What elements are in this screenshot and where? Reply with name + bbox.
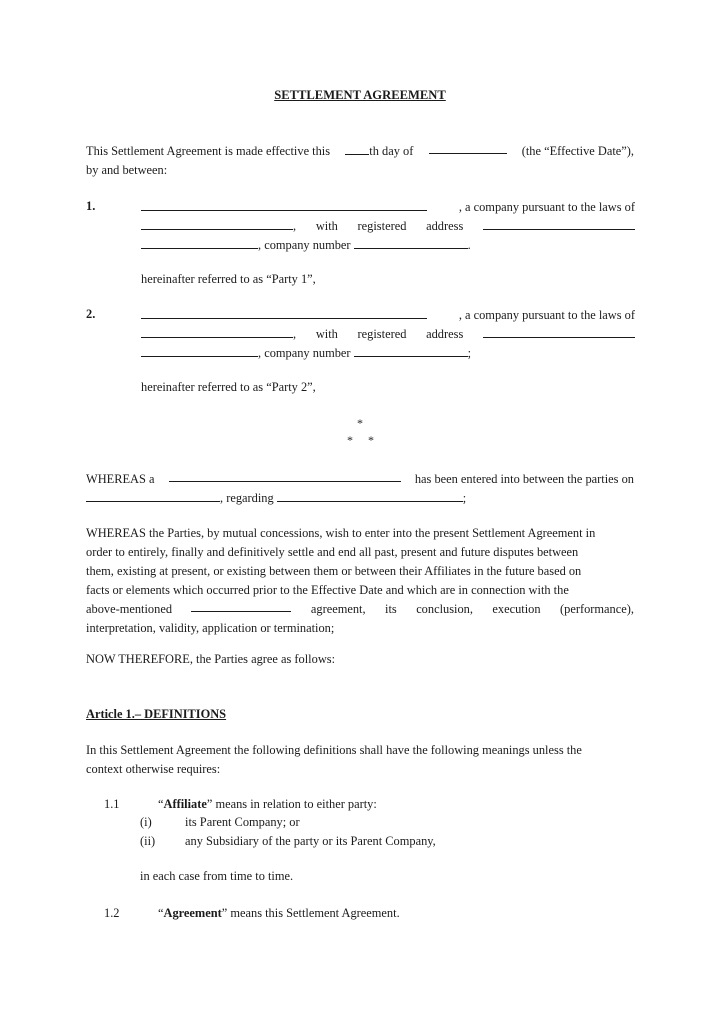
separator-star: * (368, 433, 374, 447)
party-2-line-1 (141, 307, 635, 323)
mentioned-agreement-blank (191, 600, 291, 612)
now-therefore-text: NOW THEREFORE, the Parties agree as follows: (86, 652, 336, 666)
party-2-address-blank-2 (141, 345, 258, 357)
party-1-name-blank (141, 199, 427, 211)
agreement-date-blank (86, 490, 220, 502)
party-2-country-blank (141, 326, 293, 338)
term-agreement: Agreement (163, 906, 222, 920)
definition-1-2-number: 1.2 (104, 906, 120, 920)
party-1-laws-text: , a company pursuant to the laws of (458, 200, 635, 214)
party-2-name-blank (141, 307, 427, 319)
document-title: SETTLEMENT AGREEMENT (274, 88, 446, 102)
party-2-line-2: , with registered address (141, 326, 635, 342)
definition-1-1-text: “Affiliate” means in relation to either party: (158, 797, 377, 811)
party-1-line-3: , company number . (141, 237, 471, 253)
definition-1-2-text: “Agreement” means this Settlement Agreement. (158, 906, 400, 920)
whereas-2-paragraph: WHEREAS the Parties, by mutual concessions, wish to enter into the present Settlement Agreement in order to entirely, finally and definitively settle and end all past, present and future disputes between them, existing at present, or existing between them or between their Affiliates in the future based on facts or elements which occurred prior to the Effective Date and which are in connection with the above-mentioned agreement, its conclusion, execution (performance), interpretation, validity, application or termination; (86, 526, 634, 635)
intro-text-c: (the “Effective Date”), (521, 144, 634, 158)
party-2-referred: hereinafter referred to as “Party 2”, (141, 380, 316, 394)
party-1-country-blank (141, 218, 293, 230)
party-2-number: 2. (86, 307, 96, 321)
day-blank (345, 143, 369, 155)
article-1-intro: In this Settlement Agreement the following definitions shall have the following meanings unless the context otherwise requires: (86, 743, 582, 776)
party-1-line-1 (141, 199, 635, 215)
article-1-heading: Article 1.– DEFINITIONS (86, 707, 227, 721)
party-1-referred: hereinafter referred to as “Party 1”, (141, 272, 316, 286)
regarding-blank (277, 490, 463, 502)
party-1-number: 1. (86, 199, 96, 213)
party-2-line-3: , company number ; (141, 345, 471, 361)
separator-star: * (347, 433, 353, 447)
party-2-address-blank (483, 326, 635, 338)
intro-paragraph (86, 142, 634, 180)
whereas-1-paragraph: WHEREAS a has been entered into between the parties on , regarding ; (86, 472, 634, 505)
intro-text-d: by and between: (86, 163, 168, 177)
party-2-company-number-blank (354, 345, 468, 357)
list-item-text: its Parent Company; or (185, 815, 300, 829)
separator-star: * (357, 416, 363, 430)
intro-text-a: This Settlement Agreement is made effective this (86, 144, 331, 158)
term-affiliate: Affiliate (163, 797, 207, 811)
intro-text-b: th day of (369, 144, 414, 158)
agreement-name-blank (169, 470, 401, 482)
list-item-label: (ii) (140, 834, 156, 848)
party-2-laws-text: , a company pursuant to the laws of (458, 308, 635, 322)
list-item-text: any Subsidiary of the party or its Parent Company, (185, 834, 436, 848)
party-1-address-blank (483, 218, 635, 230)
party-1-line-2: , with registered address (141, 218, 635, 234)
party-1-address-blank-2 (141, 237, 258, 249)
list-item-label: (i) (140, 815, 152, 829)
party-1-company-number-blank (354, 237, 468, 249)
definition-1-1-tail: in each case from time to time. (140, 869, 294, 883)
definition-1-1-number: 1.1 (104, 797, 120, 811)
month-blank (429, 142, 507, 154)
